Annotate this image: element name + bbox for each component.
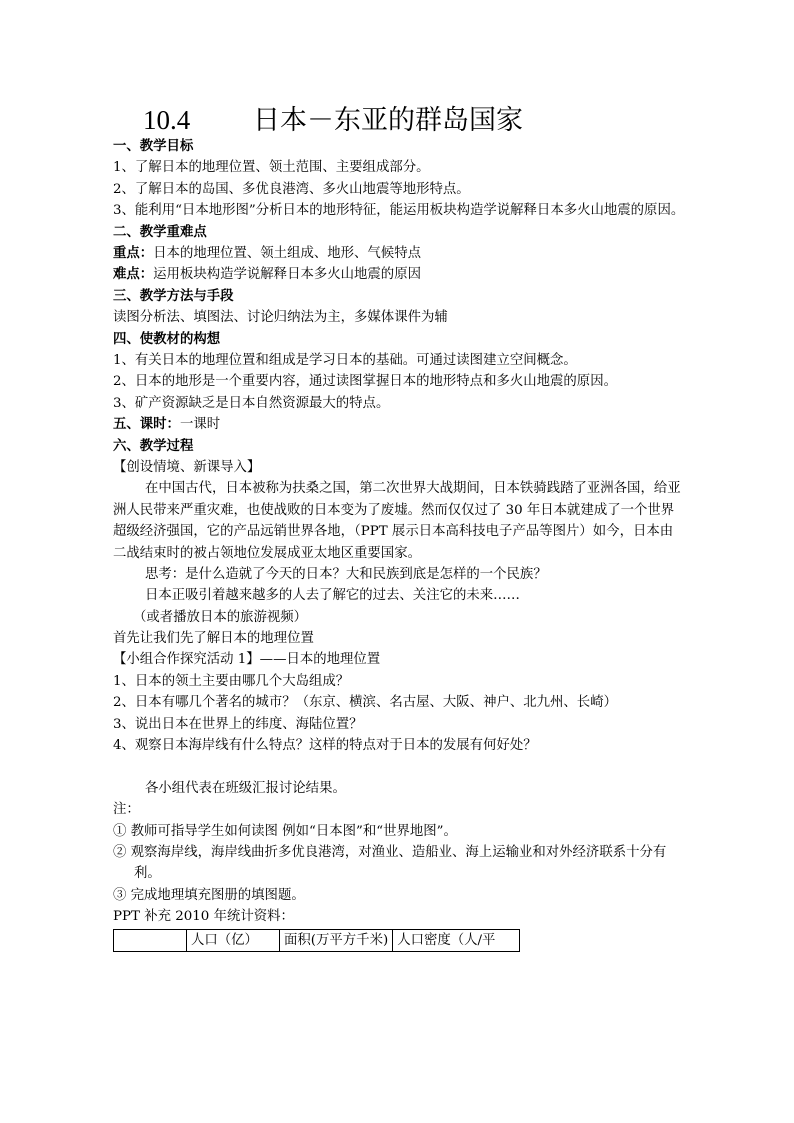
heading-objectives: 一、教学目标 <box>113 139 194 154</box>
objective-1: 1、了解日本的地理位置、领土范围、主要组成部分。 <box>113 160 430 176</box>
note-1: ① 教师可指导学生如何读图 例如“日本图”和“世界地图”。 <box>113 823 457 839</box>
note-3: ③ 完成地理填充图册的填图题。 <box>113 887 305 903</box>
report-text: 各小组代表在班级汇报讨论结果。 <box>145 780 346 796</box>
question-4: 4、观察日本海岸线有什么特点？这样的特点对于日本的发展有何好处？ <box>113 738 537 754</box>
table-header-cell: 人口（亿） <box>187 929 280 951</box>
question-1: 1、日本的领土主要由哪几个大岛组成？ <box>113 673 350 689</box>
heading-process: 六、教学过程 <box>113 438 194 454</box>
document-body <box>113 136 685 952</box>
difficult-text: 运用板块构造学说解释日本多火山地震的原因 <box>153 267 421 283</box>
concept-3: 3、矿产资源缺乏是日本自然资源最大的特点。 <box>113 395 390 411</box>
ppt-supplement: PPT 补充 2010 年统计资料： <box>113 909 294 925</box>
spacer <box>113 756 685 777</box>
title-text: 日本－东亚的群岛国家 <box>253 105 523 136</box>
intro-think: 思考：是什么造就了今天的日本？大和民族到底是怎样的一个民族？ <box>145 566 547 582</box>
intro-first: 首先让我们先了解日本的地理位置 <box>113 631 314 647</box>
objective-2: 2、了解日本的岛国、多优良港湾、多火山地震等地形特点。 <box>113 181 470 197</box>
activity-bracket: 【小组合作探究活动 1】——日本的地理位置 <box>113 652 381 668</box>
table-row <box>114 929 520 951</box>
heading-key-points: 二、教学重难点 <box>113 224 207 240</box>
class-hours <box>113 414 685 435</box>
difficult-point <box>113 264 685 285</box>
table-header-cell: 人口密度（人/平 <box>393 929 520 951</box>
page-title <box>143 98 523 137</box>
class-hours-text: 一课时 <box>179 417 221 433</box>
objective-3: 3、能利用“日本地形图”分析日本的地形特征，能运用板块构造学说解释日本多火山地震的原因。 <box>113 203 685 219</box>
intro-bracket: 【创设情境、新课导入】 <box>113 459 261 475</box>
key-label: 重点： <box>113 245 154 261</box>
heading-class-hours: 五、课时： <box>113 417 180 433</box>
concept-2: 2、日本的地形是一个重要内容，通过读图掌握日本的地形特点和多火山地震的原因。 <box>113 374 617 390</box>
difficult-label: 难点： <box>113 267 154 283</box>
key-text: 日本的地理位置、领土组成、地形、气候特点 <box>153 245 421 261</box>
note-label: 注： <box>113 802 140 818</box>
intro-attract: 日本正吸引着越来越多的人去了解它的过去、关注它的未来…… <box>145 588 520 604</box>
question-3: 3、说出日本在世界上的纬度、海陆位置？ <box>113 716 363 732</box>
intro-paragraph: 在中国古代，日本被称为扶桑之国，第二次世界大战期间，日本铁骑践踏了亚洲各国，给亚洲人民带来严重灾难，也使战败的日本变为了废墟。然而仅仅过了 30 年日本就建成了一个世界超级经济强国，它的产品远销世界各地，（PPT 展示日本高科技电子产品等图片）如今，日本由二战结束时的被占领地位发展成亚太地区重要国家。 <box>113 481 681 561</box>
intro-video: （或者播放日本的旅游视频） <box>133 609 308 625</box>
concept-1: 1、有关日本的地理位置和组成是学习日本的基础。可通过读图建立空间概念。 <box>113 352 577 368</box>
table-header-cell <box>114 929 187 951</box>
question-2: 2、日本有哪几个著名的城市？（东京、横滨、名古屋、大阪、神户、北九州、长崎） <box>113 695 617 711</box>
methods-text: 读图分析法、填图法、讨论归纳法为主，多媒体课件为辅 <box>113 310 448 326</box>
statistics-table <box>113 929 520 952</box>
key-point <box>113 243 685 264</box>
note-2: ② 观察海岸线，海岸线曲折多优良港湾，对渔业、造船业、海上运输业和对外经济联系十分有利。 <box>113 845 667 882</box>
heading-methods: 三、教学方法与手段 <box>113 288 234 304</box>
section-number: 10.4 <box>143 105 191 135</box>
table-header-cell: 面积(万平方千米) <box>280 929 393 951</box>
heading-concept: 四、使教材的构想 <box>113 331 221 347</box>
